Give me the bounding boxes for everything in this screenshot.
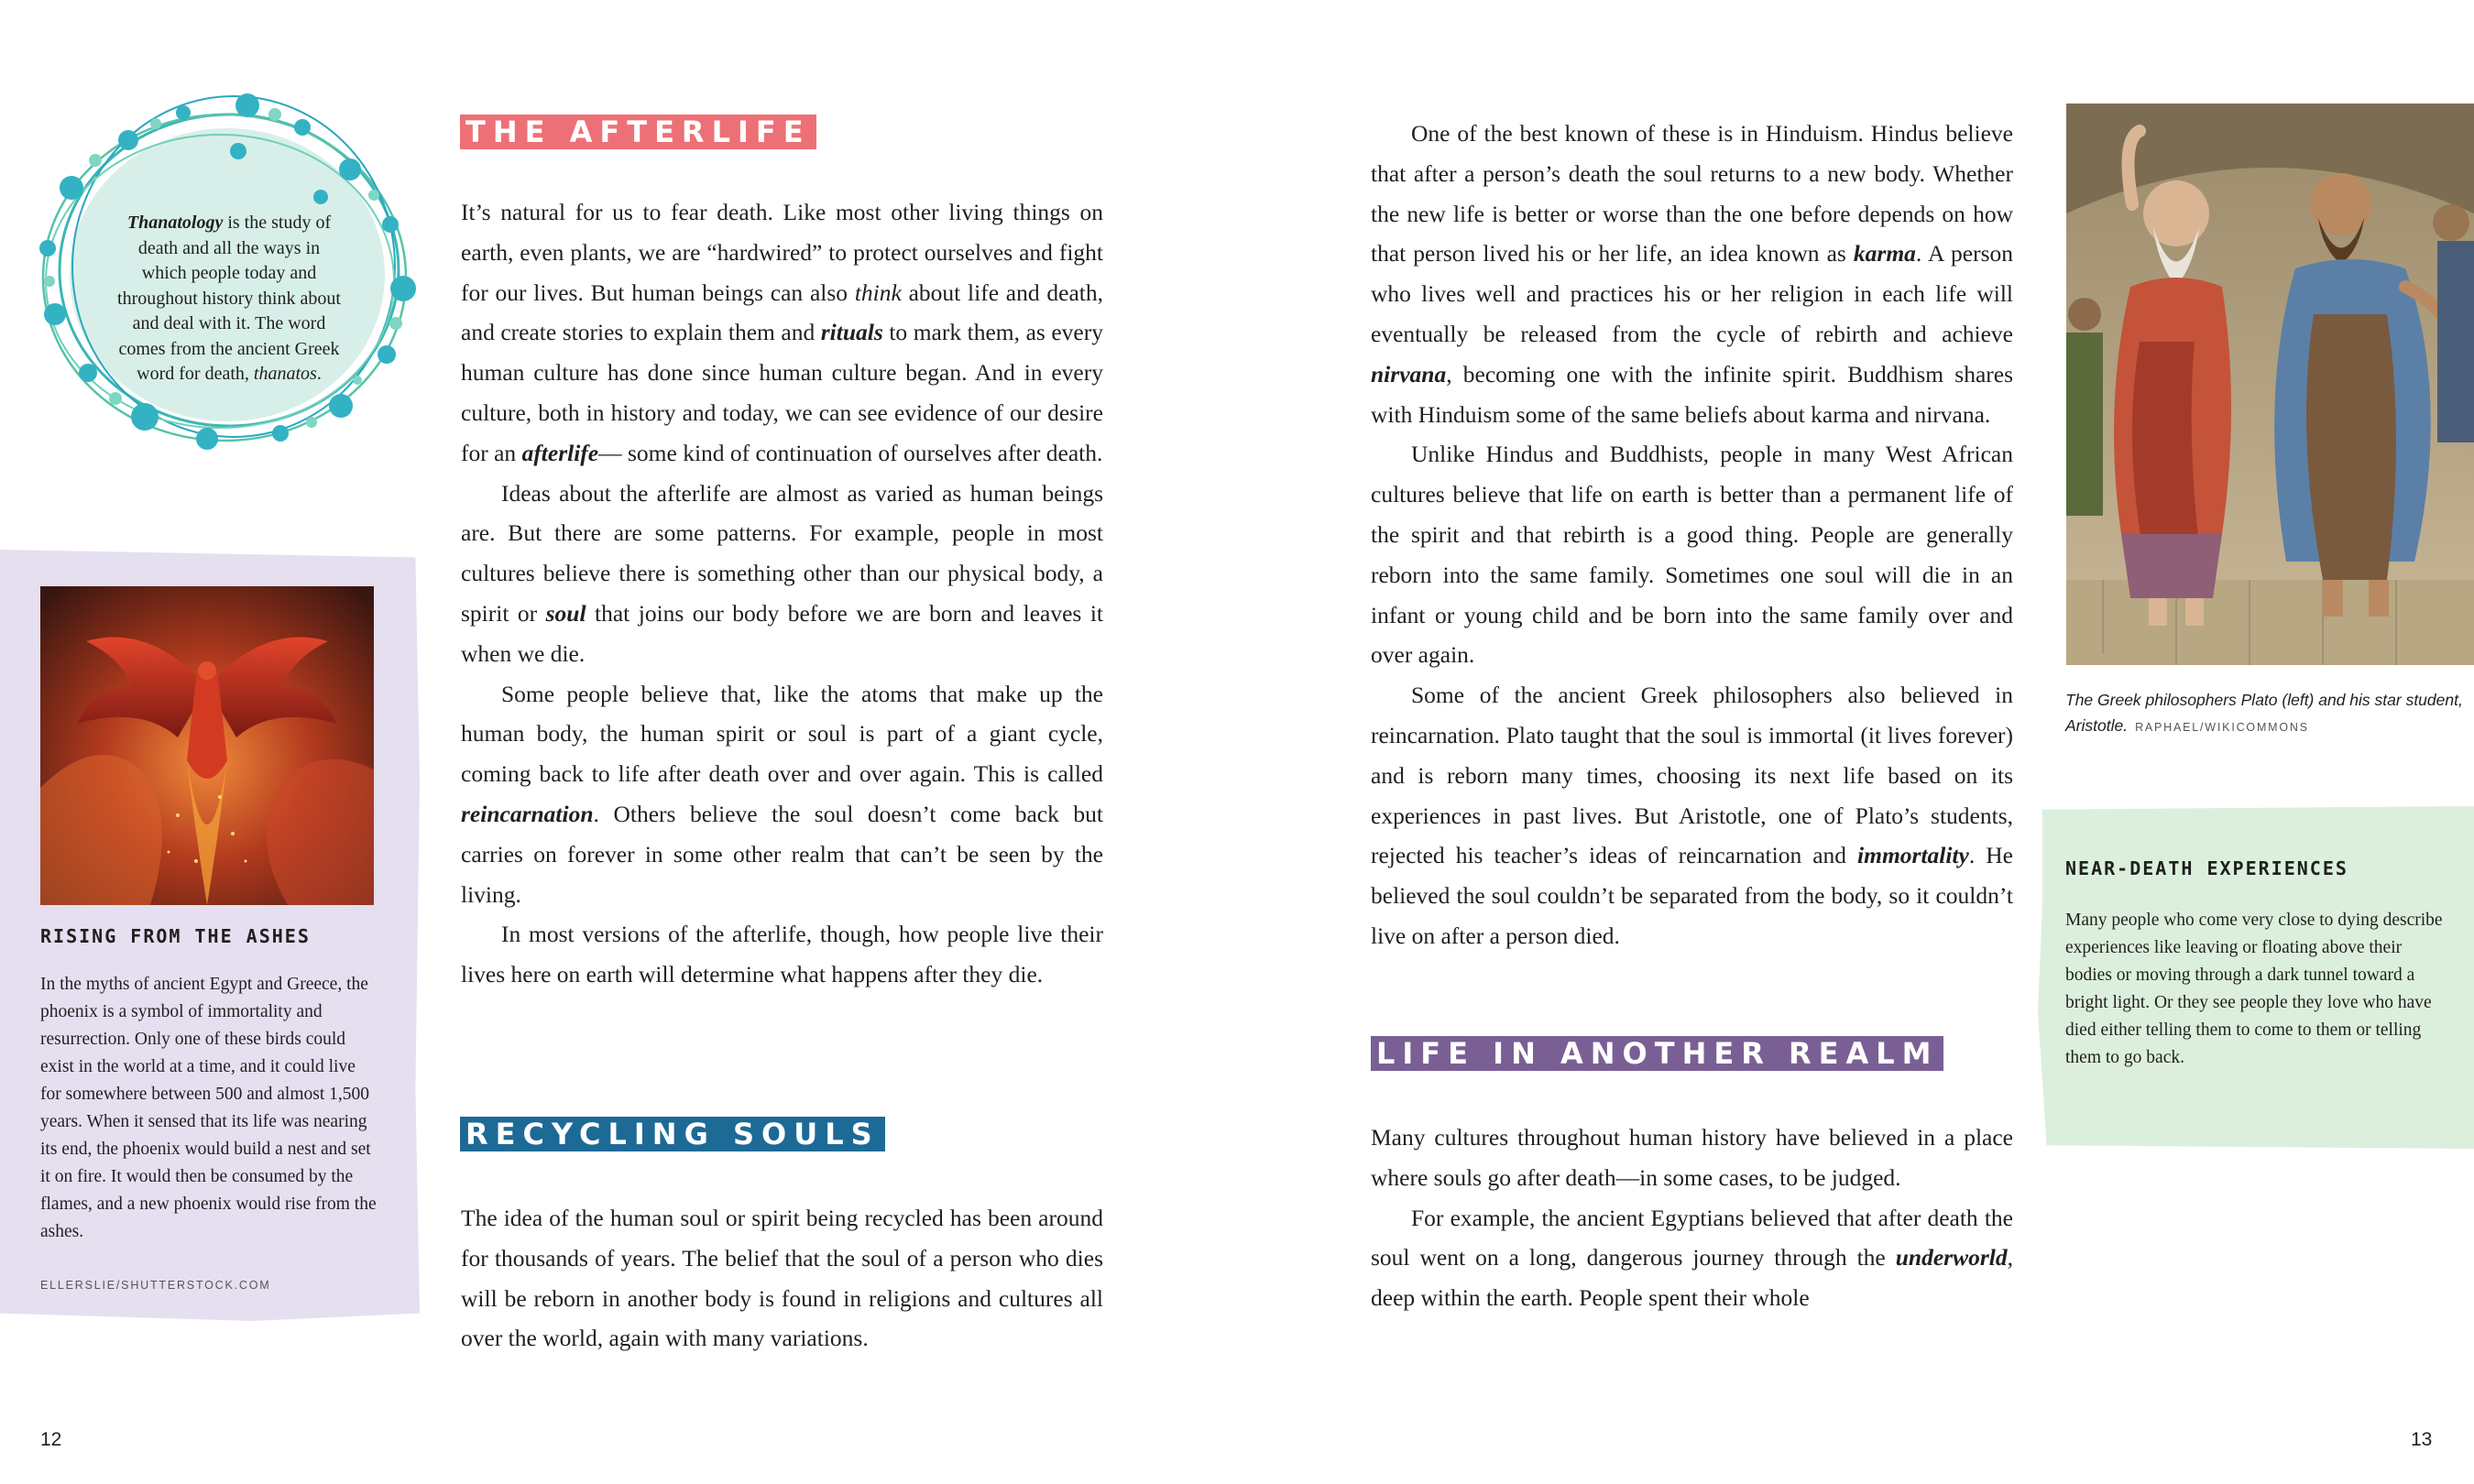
thanatology-definition: is the study of death and all the ways in which people today and throughout history think about and deal with it. The word comes from the ancient Greek word for death, — [117, 213, 341, 384]
phoenix-body: In the myths of ancient Egypt and Greece, the phoenix is a symbol of immortality and resurrection. Only one of these birds could exist in the world at a time, and it could live for somewhere between 500 and almost 1,500 years. When it sensed that its life was nearing its end, the phoenix would build a nest and set it on fire. It would then be consumed by the flames, and a new phoenix would rise from the ashes. — [40, 975, 377, 1241]
term-afterlife: afterlife — [521, 439, 599, 466]
text-span: that joins our body before we are born and leaves it when we die. — [461, 599, 1103, 667]
term-karma: karma — [1853, 240, 1916, 267]
page-number-left: 12 — [40, 1429, 62, 1450]
term-think: think — [854, 278, 902, 306]
text-span: . He believed the soul couldn’t be separated from the body, so it couldn’t live on after a person died. — [1371, 842, 2013, 949]
term-soul: soul — [545, 599, 586, 627]
text-span: . Others believe the soul doesn’t come back but carries on forever in some other realm that can’t be seen by the living. — [461, 800, 1103, 908]
text-span: For example, the ancient Egyptians believed that after death the soul went on a long, dangerous journey through the — [1371, 1204, 2013, 1271]
greek-word: thanatos — [253, 364, 317, 384]
thanatology-sidebar — [27, 87, 431, 453]
section-heading-realm: LIFE IN ANOTHER REALM — [1371, 1036, 1943, 1071]
thanatology-term: Thanatology — [126, 213, 224, 233]
term-reincarnation: reincarnation — [461, 800, 594, 827]
text-span: Ideas about the afterlife are almost as varied as human beings are. But there are some patterns. For example, people in most cultures believe there is something other than our physical body, a spirit or — [461, 479, 1103, 627]
thanatology-text — [115, 211, 344, 387]
text-span: — some kind of continuation of ourselves after death. — [598, 439, 1103, 466]
recycling-column-left — [461, 1198, 1103, 1359]
term-rituals: rituals — [820, 319, 883, 346]
paragraph: In most versions of the afterlife, though, how people live their lives here on earth will determine what happens after they die. — [461, 921, 1103, 988]
term-underworld: underworld — [1895, 1244, 2008, 1271]
text-span: Some people believe that, like the atoms that make up the human body, the human spirit or soul is part of a giant cycle, coming back to life after death over and over again. This is called — [461, 680, 1103, 788]
text-span: to mark them, as every human culture has done since human culture began. And in every culture, both in history and today, we can see evidence of our desire for an — [461, 319, 1103, 466]
paragraph — [1371, 114, 2013, 434]
paragraph: Many cultures throughout human history have believed in a place where souls go after death—in some cases, to be judged. — [1371, 1124, 2013, 1191]
phoenix-heading: RISING FROM THE ASHES — [40, 925, 311, 947]
text-span: , becoming one with the infinite spirit. Buddhism shares with Hinduism some of the same beliefs about karma and nirvana. — [1371, 360, 2013, 428]
realm-column — [1371, 1118, 2013, 1318]
paragraph — [1371, 675, 2013, 956]
plato-aristotle-painting-icon — [2066, 104, 2474, 665]
section-heading-recycling: RECYCLING SOULS — [460, 1117, 885, 1151]
text-span: about life and death, and create stories to explain them and — [461, 278, 1104, 346]
nde-body: Many people who come very close to dying describe experiences like leaving or floating above their bodies or moving through a dark tunnel toward a bright light. Or they see people they love who have died either telling them to come to them or telling them to go back. — [2065, 911, 2443, 1067]
phoenix-image — [40, 586, 374, 905]
painting-credit: RAPHAEL/WIKICOMMONS — [2135, 721, 2309, 734]
afterlife-column — [461, 192, 1103, 995]
term-immortality: immortality — [1857, 842, 1969, 869]
recycling-column-right — [1371, 114, 2013, 956]
paragraph — [1371, 1198, 2013, 1318]
text-span: , deep within the earth. People spent their whole — [1371, 1244, 2013, 1312]
plato-aristotle-painting — [2066, 104, 2474, 665]
paragraph — [461, 192, 1103, 474]
phoenix-illustration-icon — [40, 586, 374, 905]
section-heading-afterlife: THE AFTERLIFE — [460, 115, 816, 149]
painting-caption — [2065, 687, 2469, 740]
term-nirvana: nirvana — [1371, 360, 1447, 387]
caption-text: The Greek philosophers Plato (left) and his star student, Aristotle. — [2065, 691, 2463, 735]
text-span: It’s natural for us to fear death. Like most other living things on earth, even plants, we are “hardwired” to protect ourselves and fight for our lives. But human beings can also — [461, 199, 1103, 306]
paragraph: The idea of the human soul or spirit being recycled has been around for thousands of years. The belief that the soul of a person who dies will be reborn in another body is found in religions and cultures all over the world, again with many variations. — [461, 1205, 1103, 1352]
text-span: . A person who lives well and practices his or her religion in each life will eventually be released from the cycle of rebirth and achieve — [1371, 240, 2013, 347]
thanatology-end: . — [316, 364, 322, 384]
nde-heading: NEAR-DEATH EXPERIENCES — [2065, 857, 2348, 879]
phoenix-credit: ELLERSLIE/SHUTTERSTOCK.COM — [40, 1279, 271, 1292]
page-number-right: 13 — [2411, 1429, 2433, 1450]
paragraph — [461, 474, 1103, 674]
paragraph — [461, 674, 1103, 915]
paragraph: Unlike Hindus and Buddhists, people in many West African cultures believe that life on earth is better than a permanent life of the spirit and that rebirth is a good thing. People are generally reborn into the same family. Sometimes one soul will die in an infant or young child and be born into the same family over and over again. — [1371, 441, 2013, 669]
text-span: Some of the ancient Greek philosophers also believed in reincarnation. Plato taught that the soul is immortal (it lives forever) and is reborn many times, choosing its next life based on its experiences in past lives. But Aristotle, one of Plato’s students, rejected his teacher’s ideas of reincarnation and — [1371, 682, 2013, 869]
text-span: One of the best known of these is in Hinduism. Hindus believe that after a person’s death the soul returns to a new body. Whether the new life is better or worse than the one before depends on how that person lived his or her life, an idea known as — [1371, 120, 2013, 267]
